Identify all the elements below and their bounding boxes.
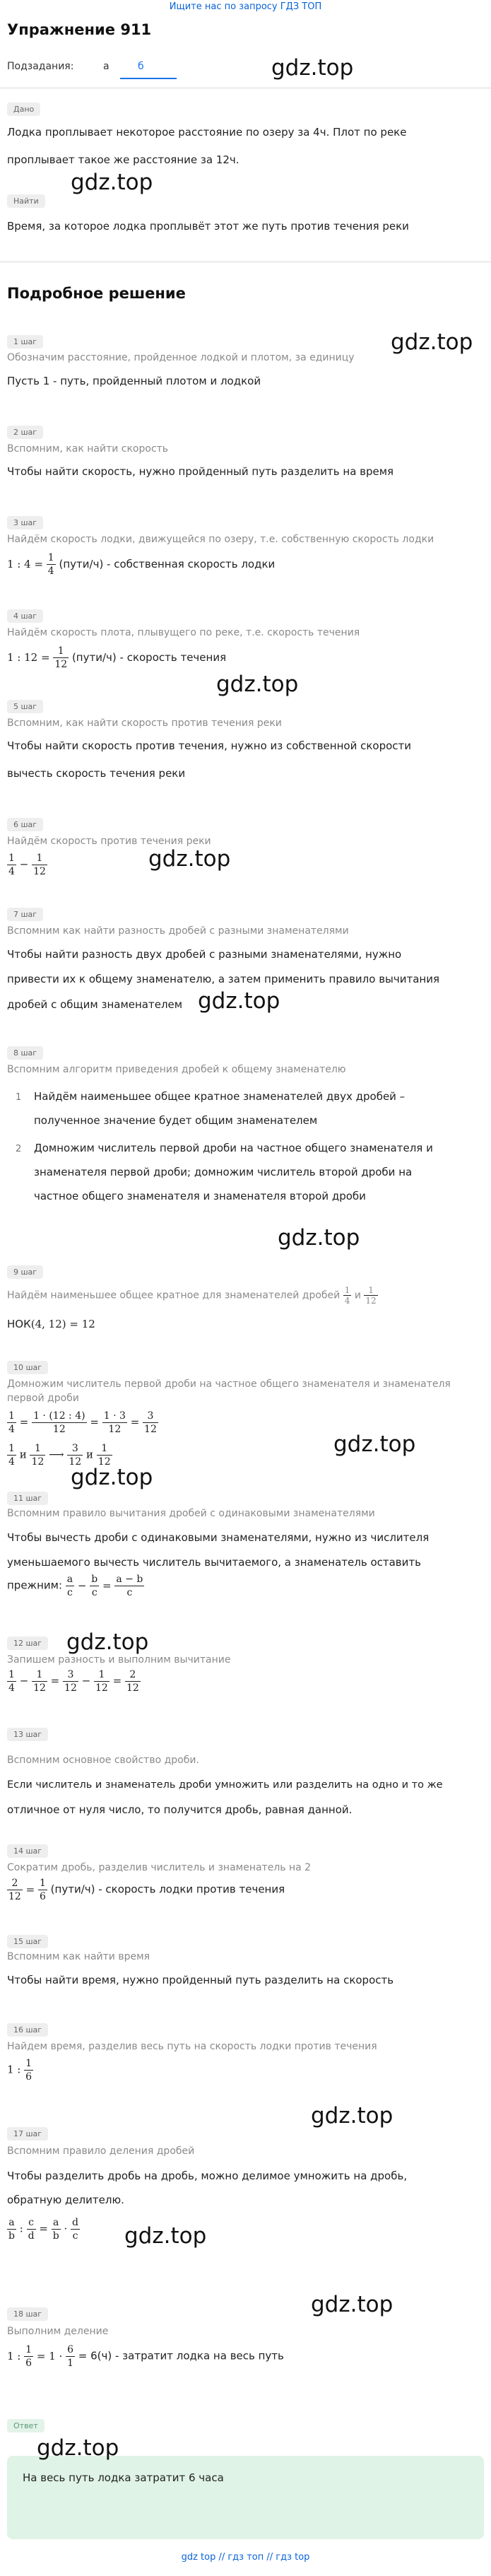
watermark: gdz.top [66,1629,149,1655]
step-12-note: Запишем разность и выполним вычитание [7,1654,231,1665]
watermark: gdz.top [148,846,231,872]
step-1-text: Пусть 1 - путь, пройденный плотом и лодкой [7,375,261,387]
step-16-formula: 1 : $\frac{1}{6}$ [7,2058,32,2083]
step-4-note: Найдём скорость плота, плывущего по реке, т.е. скорость течения [7,627,360,638]
step-6-badge: 6 шаг [7,816,43,831]
tab-subtask-b[interactable]: б [138,61,144,72]
step-1-badge: 1 шаг [7,334,43,349]
find-badge: Найти [7,193,45,208]
watermark: gdz.top [278,1225,360,1251]
step-9-note: Найдём наименьшее общее кратное для знаменателей дробей $\frac{1}{4}$ и $\frac{1}{12}$ [7,1285,377,1306]
step-15-text: Чтобы найти время, нужно пройденный путь разделить на скорость [7,1974,394,1986]
step-8-note: Вспомним алгоритм приведения дробей к общему знаменателю [7,1064,346,1075]
step-5-note: Вспомним, как найти скорость против течения реки [7,718,282,729]
step-10-badge: 10 шаг [7,1359,48,1374]
step-15-badge: 15 шаг [7,1933,48,1948]
step-8-badge: 8 шаг [7,1045,43,1060]
watermark: gdz.top [124,2223,207,2249]
step-10-formula-2: $\frac{1}{4}$ и $\frac{1}{12}$ ⟶ $\frac{3}{12}$ и $\frac{1}{12}$ [8,1443,111,1468]
step-11-note: Вспомним правило вычитания дробей с одинаковыми знаменателями [7,1508,375,1519]
subtasks-label: Подзадания: [7,61,74,72]
given-line-1: Лодка проплывает некоторое расстояние по озеру за 4ч. Плот по реке [7,126,407,139]
given-badge: Дано [7,101,40,116]
step-18-badge: 18 шаг [7,2306,48,2321]
step-17-note: Вспомним правило деления дробей [7,2145,195,2157]
watermark: gdz.top [333,1432,416,1457]
step-17-badge: 17 шаг [7,2126,48,2141]
step-3-formula: 1 : 4 = $\frac{1}{4}$ (пути/ч) - собственная скорость лодки [7,552,276,577]
list-item-number: 1 [16,1092,22,1103]
step-7-badge: 7 шаг [7,906,43,921]
step-14-formula: $\frac{2}{12}$ = $\frac{1}{6}$ (пути/ч) - скорость лодки против течения [8,1878,285,1902]
answer-badge: Ответ [7,2418,45,2432]
step-7-line-3: дробей с общим знаменателем [7,998,183,1011]
list-item-2-line-2: знаменателя первой дроби; домножим числитель второй дроби на [34,1166,413,1178]
step-3-note: Найдём скорость лодки, движущейся по озеру, т.е. собственную скорость лодки [7,534,434,545]
page-title: Упражнение 911 [7,21,152,38]
step-10-note-2: первой дроби [7,1393,79,1404]
step-11-formula: прежним: $\frac{a}{c}$ − $\frac{b}{c}$ = $\frac{a - b}{c}$ [7,1574,143,1598]
step-2-badge: 2 шаг [7,424,43,439]
list-item-1-line-2: полученное значение будет общим знаменателем [34,1114,318,1127]
given-line-2: проплывает такое же расстояние за 12ч. [7,153,239,166]
step-9-badge: 9 шаг [7,1264,43,1279]
step-4-badge: 4 шаг [7,608,43,623]
list-item-1-line-1: Найдём наименьшее общее кратное знаменателей двух дробей – [34,1090,406,1103]
step-5-line-1: Чтобы найти скорость против течения, нужно из собственной скорости [7,739,412,752]
watermark: gdz.top [311,2292,394,2317]
watermark: gdz.top [311,2103,394,2129]
step-2-text: Чтобы найти скорость, нужно пройденный путь разделить на время [7,465,394,478]
step-13-note: Вспомним основное свойство дроби. [7,1755,199,1766]
step-11-badge: 11 шаг [7,1490,48,1505]
step-13-line-1: Если числитель и знаменатель дроби умножить или разделить на одно и то же [7,1779,443,1791]
step-10-note-1: Домножим числитель первой дроби на частное общего знаменателя и знаменателя [7,1378,451,1390]
step-3-badge: 3 шаг [7,515,43,529]
footer-links[interactable]: gdz top // гдз топ // гдз top [181,2552,310,2563]
watermark: gdz.top [391,329,473,355]
step-17-line-2: обратную делителю. [7,2194,124,2206]
step-5-badge: 5 шаг [7,698,43,713]
step-1-note: Обозначим расстояние, пройденное лодкой и плотом, за единицу [7,352,355,363]
step-17-line-1: Чтобы разделить дробь на дробь, можно делимое умножить на дробь, [7,2170,408,2182]
step-13-badge: 13 шаг [7,1726,48,1741]
watermark: gdz.top [37,2435,119,2461]
step-2-note: Вспомним, как найти скорость [7,443,169,455]
step-7-line-1: Чтобы найти разность двух дробей с разными знаменателями, нужно [7,948,402,961]
step-6-formula: $\frac{1}{4}$ − $\frac{1}{12}$ [8,853,46,877]
answer-text: На весь путь лодка затратит 6 часа [23,2471,224,2484]
step-12-formula: $\frac{1}{4}$ − $\frac{1}{12}$ = $\frac{3}{12}$ − $\frac{1}{12}$ = $\frac{2}{12}$ [8,1669,139,1694]
step-18-formula: 1 : $\frac{1}{6}$ = 1 · $\frac{6}{1}$ = 6(ч) - затратит лодка на весь путь [7,2344,284,2369]
step-14-badge: 14 шаг [7,1843,48,1858]
list-item-number: 2 [16,1144,22,1154]
step-7-line-2: привести их к общему знаменателю, а затем применить правило вычитания [7,973,439,985]
watermark: gdz.top [71,170,153,195]
find-text: Время, за которое лодка проплывёт этот же путь против течения реки [7,220,409,233]
watermark: gdz.top [216,672,299,697]
step-10-formula-1: $\frac{1}{4}$ = $\frac{1 \cdot (12 : 4)}{12}$ = $\frac{1 \cdot 3}{12}$ = $\frac{3}{12}$ [8,1410,157,1435]
step-17-formula: $\frac{a}{b}$ : $\frac{c}{d}$ = $\frac{a}{b}$ · $\frac{d}{c}$ [8,2217,78,2242]
step-5-line-2: вычесть скорость течения реки [7,767,186,780]
watermark: gdz.top [71,1465,153,1490]
step-13-line-2: отличное от нуля число, то получится дробь, равная данной. [7,1803,353,1816]
step-11-line-2: уменьшаемого вычесть числитель вычитаемого, а знаменатель оставить [7,1556,421,1569]
solution-title: Подробное решение [7,285,186,302]
list-item-2-line-1: Домножим числитель первой дроби на частное общего знаменателя и [34,1142,433,1154]
step-12-badge: 12 шаг [7,1635,48,1650]
step-18-note: Выполним деление [7,2326,109,2337]
tab-subtask-a[interactable]: а [103,61,110,72]
list-item-2-line-3: частное общего знаменателя и знаменателя второй дроби [34,1190,366,1202]
step-7-note: Вспомним как найти разность дробей с разными знаменателями [7,925,349,937]
step-9-formula: НОК(4, 12) = 12 [7,1318,95,1330]
step-4-formula: 1 : 12 = $\frac{1}{12}$ (пути/ч) - скорость течения [7,645,227,670]
watermark: gdz.top [198,988,280,1014]
search-promo-link[interactable]: Ищите нас по запросу ГДЗ ТОП [169,1,322,12]
step-11-line-1: Чтобы вычесть дроби с одинаковыми знаменателями, нужно из числителя [7,1531,430,1544]
step-15-note: Вспомним как найти время [7,1951,150,1962]
step-6-note: Найдём скорость против течения реки [7,836,211,847]
active-tab-indicator [120,78,177,79]
watermark: gdz.top [271,55,354,81]
step-14-note: Сократим дробь, разделив числитель и знаменатель на 2 [7,1862,312,1873]
step-16-badge: 16 шаг [7,2022,48,2037]
step-16-note: Найдем время, разделив весь путь на скорость лодки против течения [7,2041,377,2052]
